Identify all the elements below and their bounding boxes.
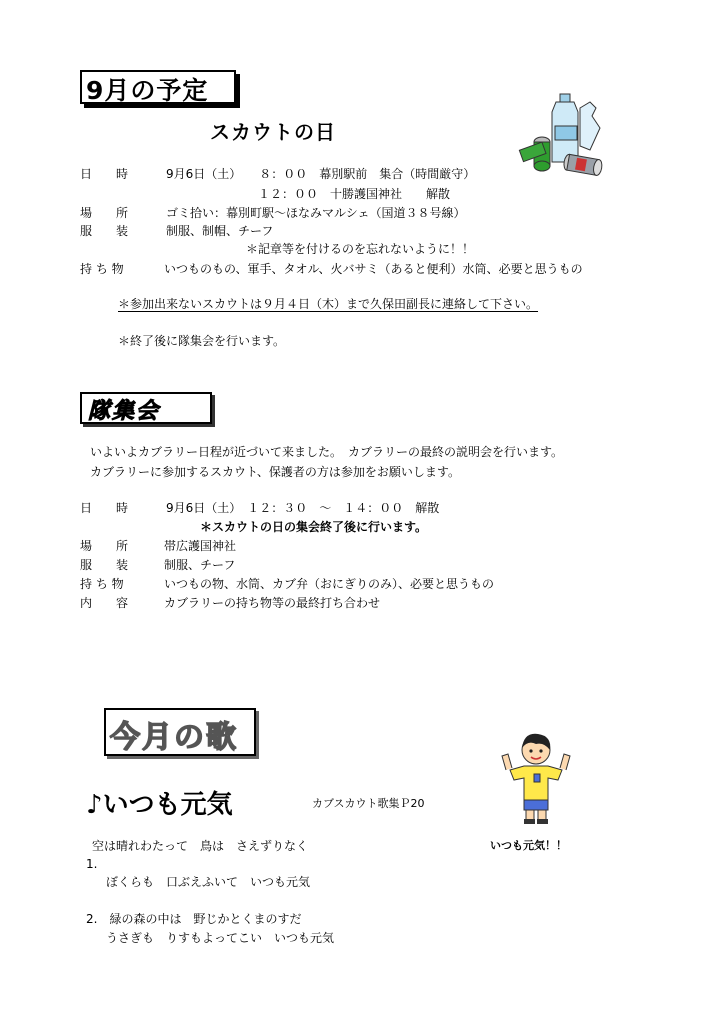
row-value-place: ゴミ拾い：幕別町駅～ほなみマルシェ（国道３８号線）: [166, 206, 466, 220]
meeting-value-content: カブラリーの持ち物等の最終打ち合わせ: [164, 596, 381, 610]
schedule-title-text: 9月の予定: [86, 76, 209, 105]
verse2-line1: 2. 緑の森の中は 野じかとくまのすだ: [86, 912, 302, 926]
after-meeting-note: ＊終了後に隊集会を行います。: [118, 334, 286, 348]
meeting-label-place: 場 所: [80, 539, 129, 553]
row-value-dismissal: １２：００ 十勝護国神社 解散: [258, 187, 451, 201]
verse2-line2: うさぎも りすもよってこい いつも元気: [106, 931, 335, 945]
meeting-intro-line1: いよいよカブラリー日程が近づいて来ました。 カブラリーの最終の説明会を行います。: [90, 445, 564, 459]
section-title-schedule: [80, 70, 236, 104]
section-title-troop-meeting: [80, 392, 212, 424]
songbook-reference: カブスカウト歌集Ｐ20: [312, 797, 425, 810]
meeting-label-datetime: 日 時: [80, 501, 129, 515]
meeting-value-belongings: いつもの物、水筒、カブ弁（おにぎりのみ）、必要と思うもの: [164, 577, 495, 591]
row-value-datetime: 9月6日（土） ８：００ 幕別駅前 集合（時間厳守）: [166, 167, 476, 181]
section-title-song-of-month: [104, 708, 256, 756]
troop-meeting-title-text: 隊集会: [88, 399, 161, 424]
song-title: ♪いつも元気: [86, 790, 233, 820]
verse1-number: 1.: [86, 857, 98, 871]
meeting-intro-line2: カブラリーに参加するスカウト、保護者の方は参加をお願いします。: [90, 465, 460, 479]
meeting-note-after-scout-day: ＊スカウトの日の集会終了後に行います。: [200, 520, 428, 534]
meeting-value-place: 帯広護国神社: [164, 539, 237, 553]
cheerful-boy-illustration: [500, 730, 572, 826]
verse1-line2: ぼくらも 口ぶえふいて いつも元気: [106, 875, 311, 889]
meeting-value-uniform: 制服、チーフ: [164, 558, 236, 572]
row-label-datetime: 日 時: [80, 167, 129, 181]
row-value-belongings: いつものもの、軍手、タオル、火バサミ（あると便利）水筒、必要と思うもの: [164, 262, 583, 276]
meeting-label-content: 内 容: [80, 596, 129, 610]
row-value-uniform: 制服、制帽、チーフ: [166, 224, 274, 238]
row-label-belongings: 持 ち 物: [80, 262, 124, 276]
row-note-badges: ＊記章等を付けるのを忘れないように！！: [246, 242, 475, 256]
recycling-cans-bottles-icon: [518, 88, 614, 180]
absence-notice: ＊参加出来ないスカウトは９月４日（木）まで久保田副長に連絡して下さい。: [118, 297, 539, 311]
meeting-label-belongings: 持 ち 物: [80, 577, 124, 591]
row-label-place: 場 所: [80, 206, 129, 220]
row-label-uniform: 服 装: [80, 224, 129, 238]
meeting-value-datetime: 9月6日（土） １２：３０ ～ １４：００ 解散: [166, 501, 440, 515]
boy-caption: いつも元気！！: [490, 839, 567, 852]
song-of-month-title-text: 今月の歌: [110, 720, 238, 755]
verse1-line1: 空は晴れわたって 鳥は さえずりなく: [92, 839, 309, 853]
meeting-label-uniform: 服 装: [80, 558, 129, 572]
scout-day-subtitle: スカウトの日: [210, 120, 336, 144]
